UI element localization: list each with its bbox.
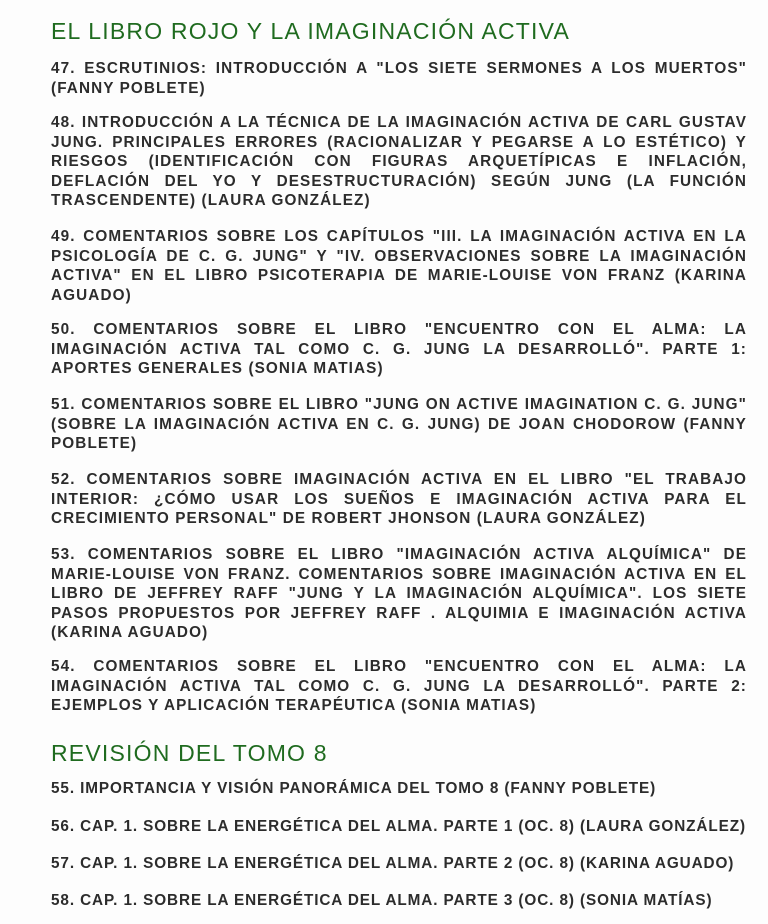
list-item-49: 49. COMENTARIOS SOBRE LOS CAPÍTULOS "III. LA IMAGINACIÓN ACTIVA EN LA PSICOLOGÍA DE C. G. JUNG" Y "IV. OBSERVACIONES SOBRE LA IMAGINACIÓN ACTIVA" EN EL LIBRO PSICOTERAPIA DE MARIE-LOUISE VON FRANZ (KARINA AGUADO) <box>51 228 747 304</box>
list-item-56: 56. CAP. 1. SOBRE LA ENERGÉTICA DEL ALMA. PARTE 1 (OC. 8) (LAURA GONZÁLEZ) <box>51 818 746 835</box>
section-title-libro-rojo: EL LIBRO ROJO Y LA IMAGINACIÓN ACTIVA <box>51 18 571 44</box>
list-item-55: 55. IMPORTANCIA Y VISIÓN PANORÁMICA DEL TOMO 8 (FANNY POBLETE) <box>51 780 657 797</box>
list-item-58: 58. CAP. 1. SOBRE LA ENERGÉTICA DEL ALMA. PARTE 3 (OC. 8) (SONIA MATÍAS) <box>51 892 713 909</box>
section-title-revision-tomo-8: REVISIÓN DEL TOMO 8 <box>51 740 328 766</box>
list-item-57: 57. CAP. 1. SOBRE LA ENERGÉTICA DEL ALMA. PARTE 2 (OC. 8) (KARINA AGUADO) <box>51 855 735 872</box>
list-item-52: 52. COMENTARIOS SOBRE IMAGINACIÓN ACTIVA EN EL LIBRO "EL TRABAJO INTERIOR: ¿CÓMO USAR LOS SUEÑOS E IMAGINACIÓN ACTIVA PARA EL CRECIMIENTO PERSONAL" DE ROBERT JHONSON (LAURA GONZÁLEZ) <box>51 471 747 527</box>
list-item-47: 47. ESCRUTINIOS: INTRODUCCIÓN A "LOS SIETE SERMONES A LOS MUERTOS" (FANNY POBLETE) <box>51 60 747 97</box>
list-item-50: 50. COMENTARIOS SOBRE EL LIBRO "ENCUENTRO CON EL ALMA: LA IMAGINACIÓN ACTIVA TAL COMO C. G. JUNG LA DESARROLLÓ". PARTE 1: APORTES GENERALES (SONIA MATIAS) <box>51 321 747 377</box>
list-item-53: 53. COMENTARIOS SOBRE EL LIBRO "IMAGINACIÓN ACTIVA ALQUÍMICA" DE MARIE-LOUISE VON FRANZ. COMENTARIOS SOBRE IMAGINACIÓN ACTIVA EN EL LIBRO DE JEFFREY RAFF "JUNG Y LA IMAGINACIÓN ALQUÍMICA". LOS SIETE PASOS PROPUESTOS POR JEFFREY RAFF . ALQUIMIA E IMAGINACIÓN ACTIVA (KARINA AGUADO) <box>51 546 747 641</box>
list-item-48: 48. INTRODUCCIÓN A LA TÉCNICA DE LA IMAGINACIÓN ACTIVA DE CARL GUSTAV JUNG. PRINCIPALES ERRORES (RACIONALIZAR Y PEGARSE A LO ESTÉTICO) Y RIESGOS (IDENTIFICACIÓN CON FIGURAS ARQUETÍPICAS E INFLACIÓN, DEFLACIÓN DEL YO Y DESESTRUCTURACIÓN) SEGÚN JUNG (LA FUNCIÓN TRASCENDENTE) (LAURA GONZÁLEZ) <box>51 114 747 209</box>
list-item-54: 54. COMENTARIOS SOBRE EL LIBRO "ENCUENTRO CON EL ALMA: LA IMAGINACIÓN ACTIVA TAL COMO C. G. JUNG LA DESARROLLÓ". PARTE 2: EJEMPLOS Y APLICACIÓN TERAPÉUTICA (SONIA MATIAS) <box>51 658 747 714</box>
list-item-51: 51. COMENTARIOS SOBRE EL LIBRO "JUNG ON ACTIVE IMAGINATION C. G. JUNG" (SOBRE LA IMAGINACIÓN ACTIVA EN C. G. JUNG) DE JOAN CHODOROW (FANNY POBLETE) <box>51 396 747 452</box>
